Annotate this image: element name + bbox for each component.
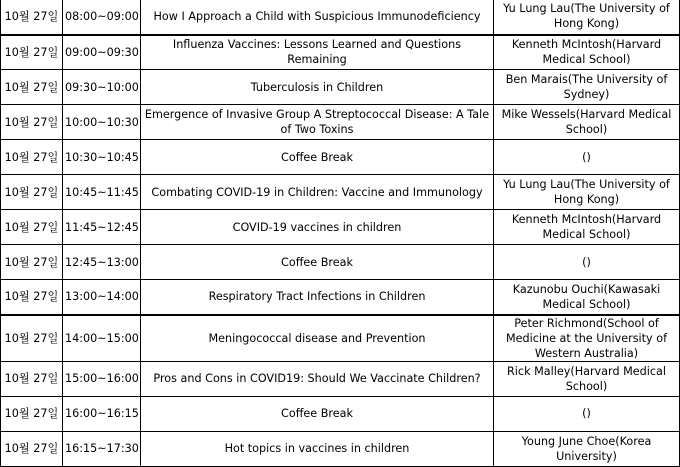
speaker-cell: Kazunobu Ouchi(Kawasaki Medical School) [494, 280, 680, 315]
title-cell: Respiratory Tract Infections in Children [141, 280, 494, 315]
time-cell: 08:00~09:00 [63, 0, 141, 35]
speaker-cell: Kenneth McIntosh(Harvard Medical School) [494, 35, 680, 70]
time-cell: 13:00~14:00 [63, 280, 141, 315]
time-cell: 14:00~15:00 [63, 315, 141, 362]
title-cell: Combating COVID-19 in Children: Vaccine and Immunology [141, 175, 494, 210]
time-cell: 15:00~16:00 [63, 361, 141, 396]
speaker-cell: Yu Lung Lau(The University of Hong Kong) [494, 175, 680, 210]
title-cell: Emergence of Invasive Group A Streptococcal Disease: A Tale of Two Toxins [141, 105, 494, 140]
date-cell: 10월 27일 [1, 280, 63, 315]
title-cell: Tuberculosis in Children [141, 70, 494, 105]
table-row [1, 431, 680, 466]
table-row [1, 245, 680, 280]
speaker-cell: Kenneth McIntosh(Harvard Medical School) [494, 210, 680, 245]
time-cell: 09:30~10:00 [63, 70, 141, 105]
speaker-cell: () [494, 396, 680, 431]
date-cell: 10월 27일 [1, 431, 63, 466]
speaker-cell: Rick Malley(Harvard Medical School) [494, 361, 680, 396]
time-cell: 10:45~11:45 [63, 175, 141, 210]
date-cell: 10월 27일 [1, 396, 63, 431]
time-cell: 16:00~16:15 [63, 396, 141, 431]
speaker-cell: Peter Richmond(School of Medicine at the University of Western Australia) [494, 315, 680, 362]
title-cell: Coffee Break [141, 140, 494, 175]
title-cell: Meningococcal disease and Prevention [141, 315, 494, 362]
table-row [1, 210, 680, 245]
time-cell: 10:00~10:30 [63, 105, 141, 140]
table-row [1, 140, 680, 175]
speaker-cell: Ben Marais(The University of Sydney) [494, 70, 680, 105]
title-cell: Coffee Break [141, 396, 494, 431]
table-row [1, 0, 680, 35]
table-row [1, 280, 680, 315]
title-cell: Pros and Cons in COVID19: Should We Vaccinate Children? [141, 361, 494, 396]
table-row [1, 315, 680, 362]
title-cell: Hot topics in vaccines in children [141, 431, 494, 466]
date-cell: 10월 27일 [1, 175, 63, 210]
date-cell: 10월 27일 [1, 210, 63, 245]
time-cell: 10:30~10:45 [63, 140, 141, 175]
table-row [1, 105, 680, 140]
time-cell: 11:45~12:45 [63, 210, 141, 245]
title-cell: COVID-19 vaccines in children [141, 210, 494, 245]
date-cell: 10월 27일 [1, 0, 63, 35]
date-cell: 10월 27일 [1, 70, 63, 105]
table-row [1, 361, 680, 396]
title-cell: How I Approach a Child with Suspicious Immunodeficiency [141, 0, 494, 35]
date-cell: 10월 27일 [1, 105, 63, 140]
speaker-cell: Yu Lung Lau(The University of Hong Kong) [494, 0, 680, 35]
speaker-cell: () [494, 245, 680, 280]
date-cell: 10월 27일 [1, 315, 63, 362]
table-row [1, 175, 680, 210]
time-cell: 09:00~09:30 [63, 35, 141, 70]
table-row [1, 396, 680, 431]
date-cell: 10월 27일 [1, 245, 63, 280]
speaker-cell: Young June Choe(Korea University) [494, 431, 680, 466]
schedule-body [1, 0, 680, 466]
date-cell: 10월 27일 [1, 361, 63, 396]
speaker-cell: Mike Wessels(Harvard Medical School) [494, 105, 680, 140]
time-cell: 16:15~17:30 [63, 431, 141, 466]
time-cell: 12:45~13:00 [63, 245, 141, 280]
speaker-cell: () [494, 140, 680, 175]
date-cell: 10월 27일 [1, 35, 63, 70]
title-cell: Influenza Vaccines: Lessons Learned and Questions Remaining [141, 35, 494, 70]
table-row [1, 35, 680, 70]
table-row [1, 70, 680, 105]
date-cell: 10월 27일 [1, 140, 63, 175]
title-cell: Coffee Break [141, 245, 494, 280]
